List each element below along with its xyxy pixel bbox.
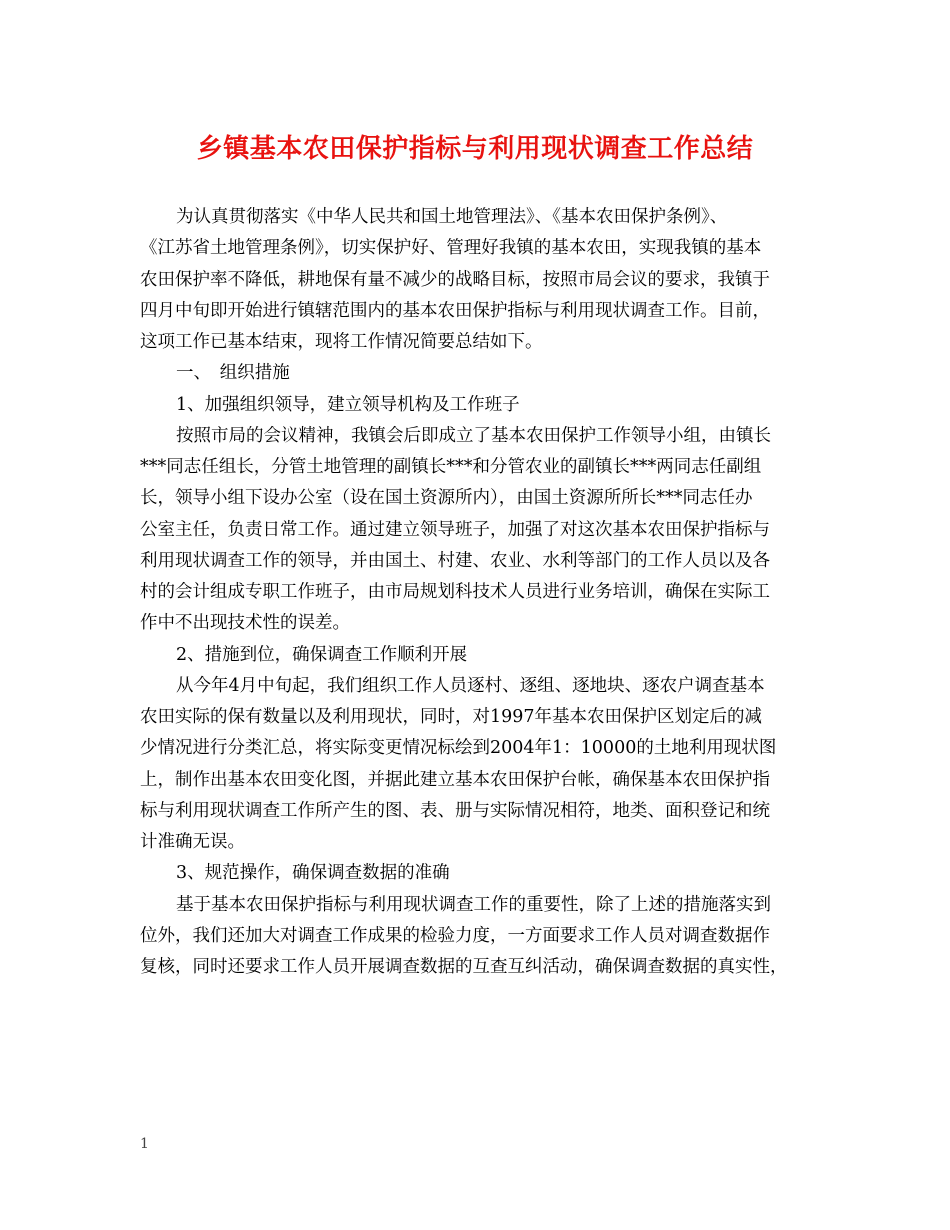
paragraph-line: 《江苏省土地管理条例》，切实保护好、管理好我镇的基本农田，实现我镇的基本 [140, 238, 762, 259]
paragraph-line: 3、规范操作，确保调查数据的准确 [176, 863, 450, 884]
paragraph-line: 上，制作出基本农田变化图，并据此建立基本农田保护台帐，确保基本农田保护指 [140, 769, 770, 790]
paragraph-line: 标与利用现状调查工作所产生的图、表、册与实际情况相符，地类、面积登记和统 [140, 800, 770, 821]
paragraph-line: 复核，同时还要求工作人员开展调查数据的互查互纠活动，确保调查数据的真实性， [140, 957, 788, 977]
paragraph-line: 农田实际的保有数量以及利用现状，同时，对1997年基本农田保护区划定后的减 [140, 707, 763, 727]
paragraph-line: 1、加强组织领导，建立领导机构及工作班子 [176, 394, 520, 415]
paragraph-line: 这项工作已基本结束，现将工作情况简要总结如下。 [140, 332, 543, 352]
paragraph-line: 少情况进行分类汇总，将实际变更情况标绘到2004年1：10000的土地利用现状图 [140, 738, 777, 759]
paragraph-line: ***同志任组长，分管土地管理的副镇长***和分管农业的副镇长***两同志任副组 [140, 457, 762, 477]
paragraph-line: 为认真贯彻落实《中华人民共和国土地管理法》、《基本农田保护条例》、 [176, 207, 728, 227]
paragraph-line: 四月中旬即开始进行镇辖范围内的基本农田保护指标与利用现状调查工作。目前， [140, 300, 770, 321]
paragraph-line: 位外，我们还加大对调查工作成果的检验力度，一方面要求工作人员对调查数据作 [140, 925, 770, 946]
paragraph-line: 计准确无误。 [140, 832, 245, 852]
paragraph-line: 从今年4月中旬起，我们组织工作人员逐村、逐组、逐地块、逐农户调查基本 [176, 675, 765, 696]
paragraph-line: 按照市局的会议精神，我镇会后即成立了基本农田保护工作领导小组，由镇长 [176, 425, 771, 446]
document-body [140, 202, 830, 983]
document-title: 乡镇基本农田保护指标与利用现状调查工作总结 [196, 134, 754, 164]
paragraph-line: 公室主任，负责日常工作。通过建立领导班子，加强了对这次基本农田保护指标与 [140, 519, 770, 540]
paragraph-line: 利用现状调查工作的领导，并由国土、村建、农业、水利等部门的工作人员以及各 [140, 550, 770, 571]
page-number: 1 [140, 1136, 149, 1152]
paragraph-line: 作中不出现技术性的误差。 [140, 613, 350, 634]
paragraph-line: 村的会计组成专职工作班子，由市局规划科技术人员进行业务培训，确保在实际工 [140, 582, 770, 602]
paragraph-line: 农田保护率不降低，耕地保有量不减少的战略目标，按照市局会议的要求，我镇于 [140, 269, 770, 290]
paragraph-line: 基于基本农田保护指标与利用现状调查工作的重要性，除了上述的措施落实到 [176, 894, 771, 915]
paragraph-line: 一、 组织措施 [176, 363, 290, 384]
paragraph-line: 长，领导小组下设办公室（设在国土资源所内），由国土资源所所长***同志任办 [140, 488, 753, 509]
paragraph-line: 2、措施到位，确保调查工作顺利开展 [176, 644, 468, 665]
